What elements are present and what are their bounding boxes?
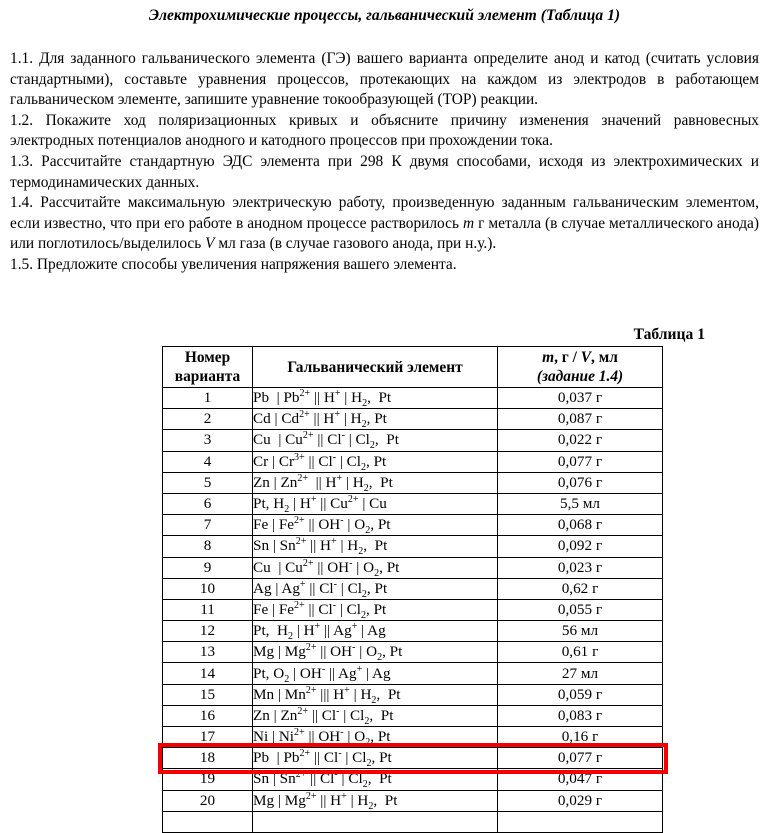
cell-variant-number: 20 bbox=[163, 790, 253, 811]
cell-mass-volume: 0,61 г bbox=[498, 642, 663, 663]
cell-variant-number: 15 bbox=[163, 684, 253, 705]
cell-variant-number: 7 bbox=[163, 515, 253, 536]
variants-table bbox=[162, 346, 663, 833]
table-row bbox=[163, 599, 663, 620]
table-row-highlighted bbox=[163, 748, 663, 769]
paragraph-1-5: 1.5. Предложите способы увеличения напряжения вашего элемента. bbox=[10, 255, 457, 273]
cell-mass-volume bbox=[498, 811, 663, 832]
cell-variant-number: 2 bbox=[163, 409, 253, 430]
paragraph-1-2: 1.2. Покажите ход поляризационных кривых и объясните причину изменения значений равновесных электродных потенциалов анодного и катодного процессов при прохождении тока. bbox=[10, 111, 759, 150]
cell-variant-number: 10 bbox=[163, 578, 253, 599]
table-row bbox=[163, 705, 663, 726]
cell-mass-volume: 56 мл bbox=[498, 621, 663, 642]
cell-mass-volume: 0,077 г bbox=[498, 451, 663, 472]
cell-galvanic-element: Pb | $Pb^{2+}$ || Cl- | $Cl_2$, Pt bbox=[253, 748, 498, 769]
table-row bbox=[163, 388, 663, 409]
col-header-mass-volume bbox=[498, 347, 663, 388]
cell-mass-volume: 0,029 г bbox=[498, 790, 663, 811]
cell-galvanic-element: Pb | $Pb^{2+}$ || H+ | $H_2$, Pt bbox=[253, 388, 498, 409]
cell-galvanic-element: Cu | $Cu^{2+}$ || Cl- | $Cl_2$, Pt bbox=[253, 430, 498, 451]
table-row bbox=[163, 493, 663, 514]
cell-variant-number: 6 bbox=[163, 493, 253, 514]
cell-mass-volume: 0,037 г bbox=[498, 388, 663, 409]
cell-galvanic-element: Sn | $Sn^{2+}$ || H+ | $H_2$, Pt bbox=[253, 536, 498, 557]
table-row bbox=[163, 621, 663, 642]
cell-galvanic-element: Pt, $H_2$ | H+ || $Cu^{2+}$ | Cu bbox=[253, 493, 498, 514]
col-header-variant-number: Номер варианта bbox=[163, 347, 253, 388]
col-header-galvanic-element: Гальванический элемент bbox=[253, 347, 498, 388]
cell-mass-volume: 0,092 г bbox=[498, 536, 663, 557]
cell-galvanic-element: Zn | $Zn^{2+}$ || H+ | $H_2$, Pt bbox=[253, 472, 498, 493]
cell-variant-number: 19 bbox=[163, 769, 253, 790]
cell-mass-volume: 27 мл bbox=[498, 663, 663, 684]
cell-mass-volume: 0,059 г bbox=[498, 684, 663, 705]
cell-galvanic-element: Pt, $H_2$ | H+ || Ag+ | Ag bbox=[253, 621, 498, 642]
table-row bbox=[163, 451, 663, 472]
cell-galvanic-element: Mg | $Mg^{2+}$ || OH- | $O_2$, Pt bbox=[253, 642, 498, 663]
cell-variant-number: 3 bbox=[163, 430, 253, 451]
page-title: Электрохимические процессы, гальванический элемент (Таблица 1) bbox=[148, 7, 621, 24]
table-row bbox=[163, 727, 663, 748]
cell-mass-volume: 0,087 г bbox=[498, 409, 663, 430]
table-row bbox=[163, 769, 663, 790]
cell-mass-volume: 0,022 г bbox=[498, 430, 663, 451]
variants-table-body bbox=[163, 388, 663, 833]
table-row bbox=[163, 684, 663, 705]
cell-variant-number: 13 bbox=[163, 642, 253, 663]
cell-mass-volume: 0,076 г bbox=[498, 472, 663, 493]
cell-variant-number bbox=[163, 811, 253, 832]
cell-galvanic-element: Sn | $Sn^{2+}$ || Cl- | $Cl_2$, Pt bbox=[253, 769, 498, 790]
cell-variant-number: 1 bbox=[163, 388, 253, 409]
cell-mass-volume: 0,055 г bbox=[498, 599, 663, 620]
cell-mass-volume: 0,16 г bbox=[498, 727, 663, 748]
cell-galvanic-element: Cu | $Cu^{2+}$ || OH- | $O_2$, Pt bbox=[253, 557, 498, 578]
cell-mass-volume: 0,023 г bbox=[498, 557, 663, 578]
document-content bbox=[0, 0, 769, 276]
cell-variant-number: 12 bbox=[163, 621, 253, 642]
cell-galvanic-element: Pt, $O_2$ | OH- || Ag+ | Ag bbox=[253, 663, 498, 684]
paragraph-1-1: 1.1. Для заданного гальванического элемента (ГЭ) вашего варианта определите анод и катод (считать условия стандартными), составьте уравнения процессов, протекающих на каждом из электродов в работающем гальваническом элементе, запишите уравнение токообразующей (ТОР) реакции. bbox=[10, 50, 759, 109]
cell-mass-volume: 0,62 г bbox=[498, 578, 663, 599]
cell-galvanic-element: Ag | Ag+ || Cl- | $Cl_2$, Pt bbox=[253, 578, 498, 599]
table-row-clipped bbox=[163, 811, 663, 832]
table-row bbox=[163, 790, 663, 811]
cell-galvanic-element: Cd | $Cd^{2+}$ || H+ | $H_2$, Pt bbox=[253, 409, 498, 430]
cell-galvanic-element bbox=[253, 811, 498, 832]
table-header-row bbox=[163, 347, 663, 388]
cell-galvanic-element: Cr | $Cr^{3+}$ || Cl- | $Cl_2$, Pt bbox=[253, 451, 498, 472]
cell-variant-number: 11 bbox=[163, 599, 253, 620]
cell-galvanic-element: Fe | $Fe^{2+}$ || OH- | $O_2$, Pt bbox=[253, 515, 498, 536]
table-row bbox=[163, 663, 663, 684]
cell-variant-number: 9 bbox=[163, 557, 253, 578]
cell-galvanic-element: Mn | $Mn^{2+}$ ||| H+ | $H_2$, Pt bbox=[253, 684, 498, 705]
table-row bbox=[163, 536, 663, 557]
cell-variant-number: 14 bbox=[163, 663, 253, 684]
col-header-mass-volume-units: m, г / V, мл bbox=[542, 349, 618, 366]
table-row bbox=[163, 409, 663, 430]
paragraph-1-3: 1.3. Рассчитайте стандартную ЭДС элемента при 298 К двумя способами, исходя из электрохимических и термодинамических данных. bbox=[10, 152, 759, 191]
col-header-mass-volume-task: (задание 1.4) bbox=[536, 368, 624, 385]
cell-mass-volume: 0,083 г bbox=[498, 705, 663, 726]
paragraph-1-4: 1.4. Рассчитайте максимальную электрическую работу, произведенную заданным гальваническим элементом, если известно, что при его работе в анодном процессе растворилось m г металла (в случае металлического анода) или поглотилось/выделилось V мл газа (в случае газового анода, при н.у.). bbox=[10, 194, 759, 253]
table-row bbox=[163, 515, 663, 536]
cell-variant-number: 5 bbox=[163, 472, 253, 493]
table-row bbox=[163, 557, 663, 578]
cell-galvanic-element: Zn | $Zn^{2+}$ || Cl- | $Cl_2$, Pt bbox=[253, 705, 498, 726]
cell-variant-number: 8 bbox=[163, 536, 253, 557]
table-row bbox=[163, 642, 663, 663]
cell-mass-volume: 0,047 г bbox=[498, 769, 663, 790]
cell-galvanic-element: Ni | $Ni^{2+}$ || OH- | $O_2$, Pt bbox=[253, 727, 498, 748]
cell-variant-number: 16 bbox=[163, 705, 253, 726]
cell-galvanic-element: Fe | $Fe^{2+}$ || Cl- | $Cl_2$, Pt bbox=[253, 599, 498, 620]
cell-mass-volume: 0,077 г bbox=[498, 748, 663, 769]
cell-mass-volume: 0,068 г bbox=[498, 515, 663, 536]
table-caption: Таблица 1 bbox=[633, 326, 705, 343]
table-row bbox=[163, 430, 663, 451]
cell-variant-number: 18 bbox=[163, 748, 253, 769]
table-row bbox=[163, 578, 663, 599]
cell-galvanic-element: Mg | $Mg^{2+}$ || H+ | $H_2$, Pt bbox=[253, 790, 498, 811]
cell-variant-number: 4 bbox=[163, 451, 253, 472]
cell-mass-volume: 5,5 мл bbox=[498, 493, 663, 514]
cell-variant-number: 17 bbox=[163, 727, 253, 748]
table-row bbox=[163, 472, 663, 493]
